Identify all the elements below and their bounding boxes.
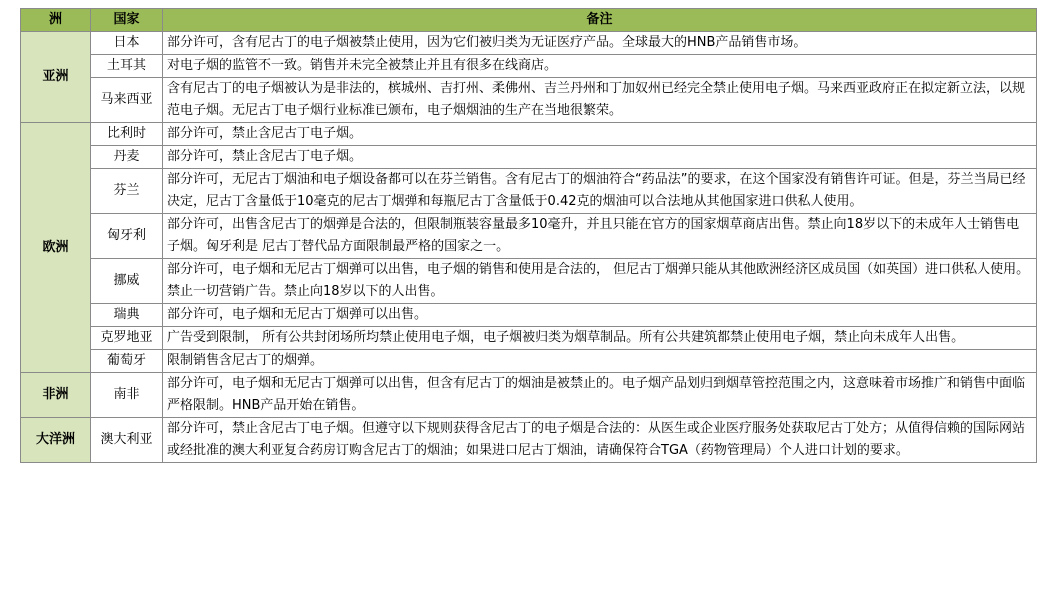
header-note: 备注 [163, 9, 1037, 32]
country-cell: 匈牙利 [91, 214, 163, 259]
table-row [21, 327, 1037, 350]
table-row [21, 169, 1037, 214]
regulation-table [20, 8, 1037, 463]
table-row [21, 373, 1037, 418]
country-cell: 葡萄牙 [91, 350, 163, 373]
country-cell: 芬兰 [91, 169, 163, 214]
table-row [21, 146, 1037, 169]
note-cell: 对电子烟的监管不一致。销售并未完全被禁止并且有很多在线商店。 [163, 55, 1037, 78]
country-cell: 南非 [91, 373, 163, 418]
continent-cell-africa: 非洲 [21, 373, 91, 418]
continent-cell-asia: 亚洲 [21, 32, 91, 123]
continent-cell-europe: 欧洲 [21, 123, 91, 373]
table-row [21, 123, 1037, 146]
note-cell: 部分许可，禁止含尼古丁电子烟。 [163, 146, 1037, 169]
table-row [21, 32, 1037, 55]
table-row [21, 350, 1037, 373]
note-cell: 部分许可，电子烟和无尼古丁烟弹可以出售，但含有尼古丁的烟油是被禁止的。电子烟产品划归到烟草管控范围之内，这意味着市场推广和销售中面临严格限制。HNB产品开始在销售。 [163, 373, 1037, 418]
table-row [21, 259, 1037, 304]
country-cell: 瑞典 [91, 304, 163, 327]
table-row [21, 55, 1037, 78]
header-row [21, 9, 1037, 32]
note-cell: 部分许可，禁止含尼古丁电子烟。但遵守以下规则获得含尼古丁的电子烟是合法的：从医生或企业医疗服务处获取尼古丁处方；从值得信赖的国际网站或经批准的澳大利亚复合药房订购含尼古丁的烟油；如果进口尼古丁烟油，请确保符合TGA（药物管理局）个人进口计划的要求。 [163, 418, 1037, 463]
note-cell: 部分许可，电子烟和无尼古丁烟弹可以出售。 [163, 304, 1037, 327]
note-cell: 部分许可，电子烟和无尼古丁烟弹可以出售，电子烟的销售和使用是合法的， 但尼古丁烟弹只能从其他欧洲经济区成员国（如英国）进口供私人使用。禁止一切营销广告。禁止向18岁以下的人出售。 [163, 259, 1037, 304]
table-row [21, 304, 1037, 327]
header-country: 国家 [91, 9, 163, 32]
note-cell: 限制销售含尼古丁的烟弹。 [163, 350, 1037, 373]
table-row [21, 214, 1037, 259]
note-cell: 部分许可，禁止含尼古丁电子烟。 [163, 123, 1037, 146]
note-cell: 部分许可，无尼古丁烟油和电子烟设备都可以在芬兰销售。含有尼古丁的烟油符合“药品法”的要求，在这个国家没有销售许可证。但是，芬兰当局已经决定，尼古丁含量低于10毫克的尼古丁烟弹和每瓶尼古丁含量低于0.42克的烟油可以合法地从其他国家进口供私人使用。 [163, 169, 1037, 214]
country-cell: 丹麦 [91, 146, 163, 169]
header-continent: 洲 [21, 9, 91, 32]
country-cell: 比利时 [91, 123, 163, 146]
country-cell: 澳大利亚 [91, 418, 163, 463]
country-cell: 土耳其 [91, 55, 163, 78]
continent-cell-oceania: 大洋洲 [21, 418, 91, 463]
country-cell: 克罗地亚 [91, 327, 163, 350]
country-cell: 日本 [91, 32, 163, 55]
country-cell: 马来西亚 [91, 78, 163, 123]
note-cell: 广告受到限制， 所有公共封闭场所均禁止使用电子烟，电子烟被归类为烟草制品。所有公共建筑都禁止使用电子烟，禁止向未成年人出售。 [163, 327, 1037, 350]
table-row [21, 78, 1037, 123]
note-cell: 部分许可，含有尼古丁的电子烟被禁止使用，因为它们被归类为无证医疗产品。全球最大的HNB产品销售市场。 [163, 32, 1037, 55]
note-cell: 含有尼古丁的电子烟被认为是非法的，槟城州、吉打州、柔佛州、吉兰丹州和丁加奴州已经完全禁止使用电子烟。马来西亚政府正在拟定新立法，以规范电子烟。无尼古丁电子烟行业标准已颁布，电子烟烟油的生产在当地很繁荣。 [163, 78, 1037, 123]
note-cell: 部分许可，出售含尼古丁的烟弹是合法的，但限制瓶装容量最多10毫升，并且只能在官方的国家烟草商店出售。禁止向18岁以下的未成年人士销售电子烟。匈牙利是 尼古丁替代品方面限制最严格的国家之一。 [163, 214, 1037, 259]
table-row [21, 418, 1037, 463]
country-cell: 挪威 [91, 259, 163, 304]
